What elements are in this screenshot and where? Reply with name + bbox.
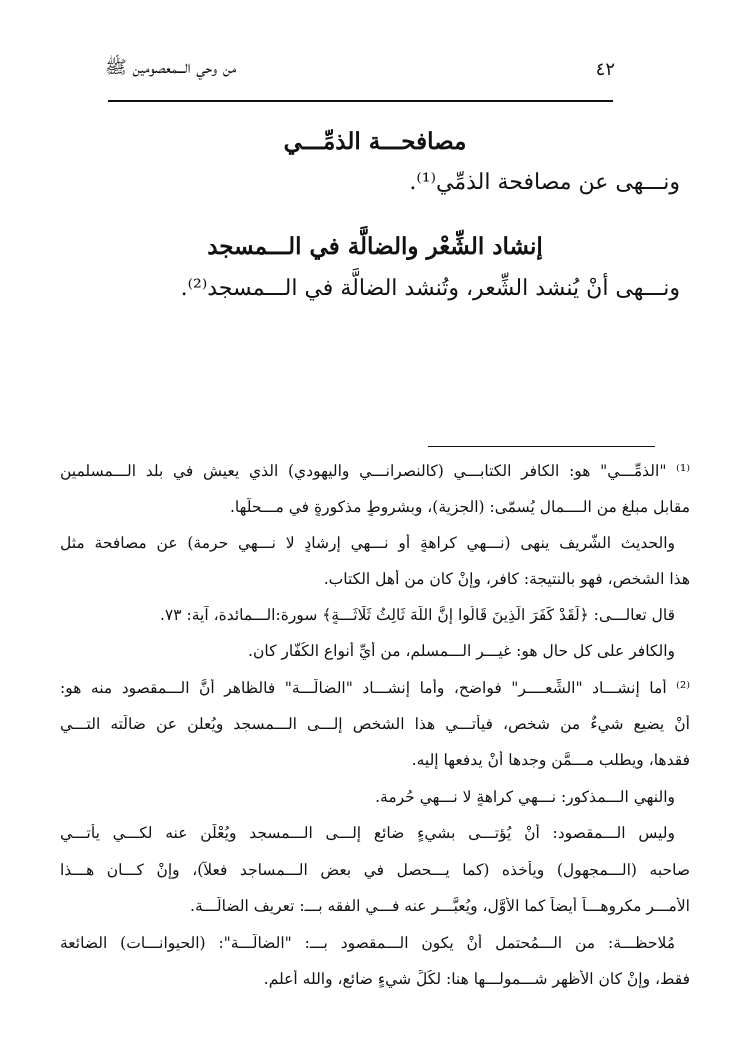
running-title: من وحي الـــمعصومين ﷺ [105,57,237,78]
footnote-line: والنهي الـــمذكور: نـــهي كراهةٍ لا نـــهي حُرمة. [375,788,675,806]
footnote-line: الأمـــر مكروهـــاً أيضاً كما الأوَّل، ويُعبَّـــر عنه فـــي الفقه بـــ: تعريف الضالَّـــة. [190,897,690,915]
page-header [105,54,615,84]
footnote-separator [428,446,655,447]
header-rule [108,100,613,102]
footnote-line: فقط، وإنْ كان الأظهر شـــمولـــها هنا: لكُلِّ شيءٍ ضائع، والله أعلم. [263,970,690,988]
footnote-line: مُلاحظـــة: من الـــمُحتمل أنْ يكون الـــمقصود بـــ: "الضالَّـــة": (الحيوانـــات) الضائعة [60,934,675,952]
footnote-line: مقابل مبلغٍ من الــــمال يُسمّى: (الجزية)، وبشروطٍ مذكورةٍ في مـــحلّها. [229,498,690,516]
section-title-1: مصافحـــة الذمِّـــي [283,128,467,155]
page-number: ٤٢ [595,58,615,80]
footnote-line: ⁽²⁾ أما إنشـــاد "الشِّعــــر" فواضح، وأما إنشـــاد "الضالَّـــة" فالظاهر أنَّ الـــمقصود منه هو: [60,679,690,697]
footnote-line: ⁽¹⁾ "الذمِّـــي" هو: الكافر الكتابـــي (كالنصرانـــي واليهودي) الذي يعيش في بلد الـــمسلمين [60,462,690,480]
section-title-2: إنشاد الشِّعْر والضالَّة في الـــمسجد [207,233,543,260]
section-text-1: ونـــهى عن مصافحة الذمِّي⁽¹⁾. [409,170,680,195]
section-text-2: ونـــهى أنْ يُنشد الشِّعر، وتُنشد الضالَّة في الـــمسجد⁽²⁾. [180,276,680,301]
footnote-line: والحديث الشّريف ينهى (نـــهي كراهةٍ أو نـــهي إرشادٍ لا نـــهي حرمة) عن مصافحة مثل [60,534,675,552]
footnote-line: هذا الشخص، فهو بالنتيجة: كافر، وإنْ كان من أهل الكتاب. [323,570,690,588]
footnote-line: والكافر على كل حال هو: غيـــر الـــمسلم، من أيِّ أنواع الكُفّار كان. [248,642,675,660]
footnote-line: صاحبه (الـــمجهول) ويأخذه (كما يـــحصل في بعض الـــمساجد فعلاً)، وإنْ كـــان هـــذا [60,861,690,879]
footnote-line: أنْ يضيع شيءٌ من شخصٍ، فيأتـــي هذا الشخص إلـــى الـــمسجد ويُعلن عن ضالَّته التـــي [60,715,690,733]
footnote-line: وليس الـــمقصود: أنْ يُؤتـــى بشيءٍ ضائعٍ إلـــى الـــمسجد ويُعْلَن عنه لكـــي يأتـــي [60,824,675,842]
footnote-line: فقدها، ويطلب مـــمَّن وجدها أنْ يدفعها إليه. [411,751,690,769]
footnote-line: قال تعالـــى: ﴿لَقَدْ كَفَرَ الَّذِينَ قَالُوا إِنَّ اللَّهَ ثَالِثُ ثَلَاثَـــةٍ﴾ سورة:الـــمائدة، آية: ٧٣. [159,606,675,624]
